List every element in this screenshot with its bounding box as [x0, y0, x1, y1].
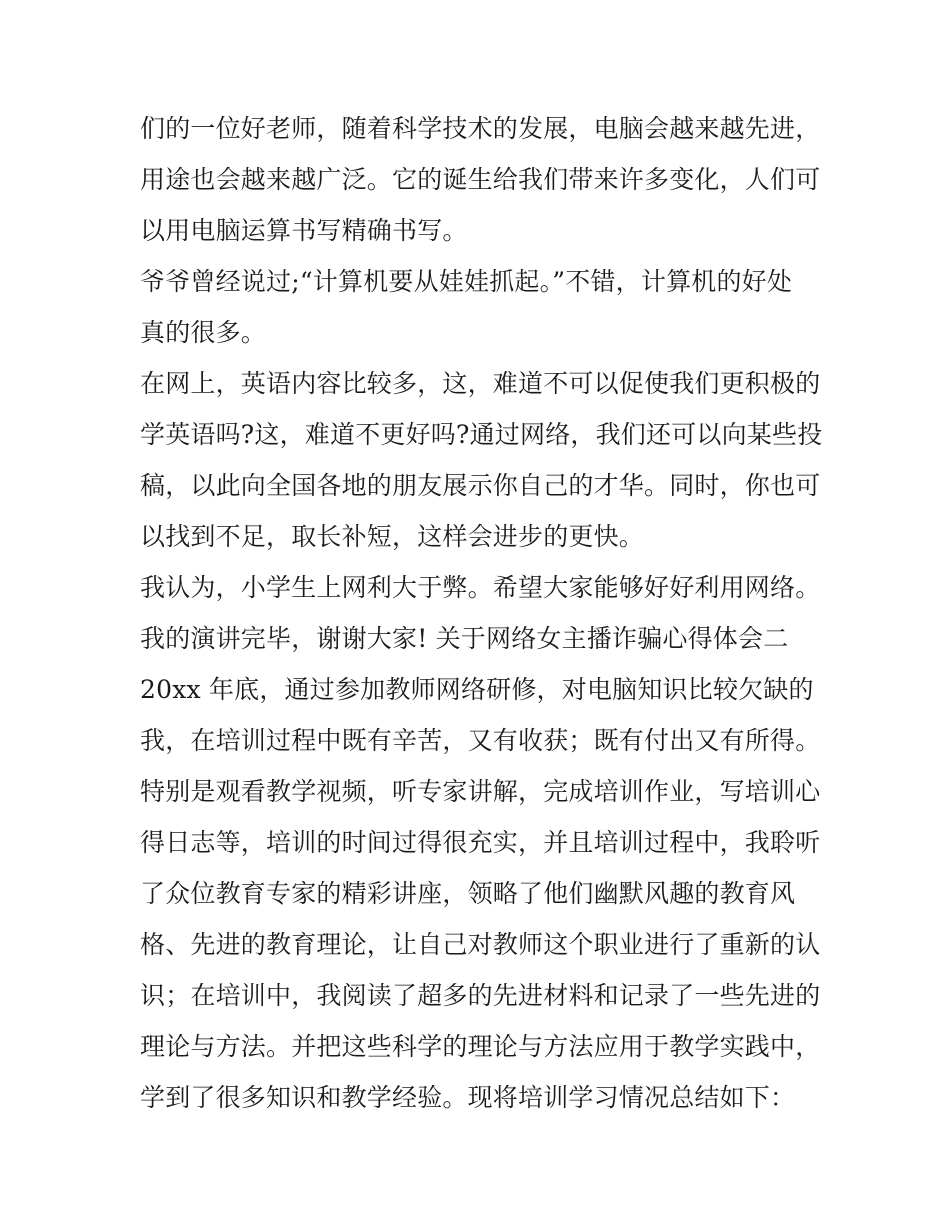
text-line-4: 爷爷曾经说过;“计算机要从娃娃抓起。”不错，计算机的好处	[140, 267, 793, 296]
text-line-13: 我，在培训过程中既有辛苦，又有收获；既有付出又有所得。	[140, 726, 821, 755]
text-line-14: 特别是观看教学视频，听专家讲解，完成培训作业，写培训心	[140, 777, 821, 806]
text-line-1: 们的一位好老师，随着科学技术的发展，电脑会越来越先进，	[140, 114, 821, 143]
text-line-5: 真的很多。	[140, 318, 267, 347]
text-line-2: 用途也会越来越广泛。它的诞生给我们带来许多变化，人们可	[140, 165, 821, 194]
text-line-9: 以找到不足，取长补短，这样会进步的更快。	[140, 522, 645, 551]
text-line-3: 以用电脑运算书写精确书写。	[140, 216, 468, 245]
text-line-15: 得日志等，培训的时间过得很充实，并且培训过程中，我聆听	[140, 828, 821, 857]
text-line-20: 学到了很多知识和教学经验。现将培训学习情况总结如下：	[140, 1083, 796, 1112]
text-line-6: 在网上，英语内容比较多，这，难道不可以促使我们更积极的	[140, 369, 821, 398]
text-line-11: 我的演讲完毕，谢谢大家! 关于网络女主播诈骗心得体会二	[140, 624, 789, 653]
body-text	[140, 103, 830, 1123]
text-line-16: 了众位教育专家的精彩讲座，领略了他们幽默风趣的教育风	[140, 879, 796, 908]
text-line-19: 理论与方法。并把这些科学的理论与方法应用于教学实践中，	[140, 1032, 821, 1061]
text-line-12: 20xx 年底，通过参加教师网络研修，对电脑知识比较欠缺的	[140, 675, 814, 704]
text-line-8: 稿，以此向全国各地的朋友展示你自己的才华。同时，你也可	[140, 471, 821, 500]
text-line-7: 学英语吗?这，难道不更好吗?通过网络，我们还可以向某些投	[140, 420, 823, 449]
text-line-18: 识；在培训中，我阅读了超多的先进材料和记录了一些先进的	[140, 981, 821, 1010]
text-line-17: 格、先进的教育理论，让自己对教师这个职业进行了重新的认	[140, 930, 821, 959]
text-line-10: 我认为，小学生上网利大于弊。希望大家能够好好利用网络。	[140, 573, 821, 602]
